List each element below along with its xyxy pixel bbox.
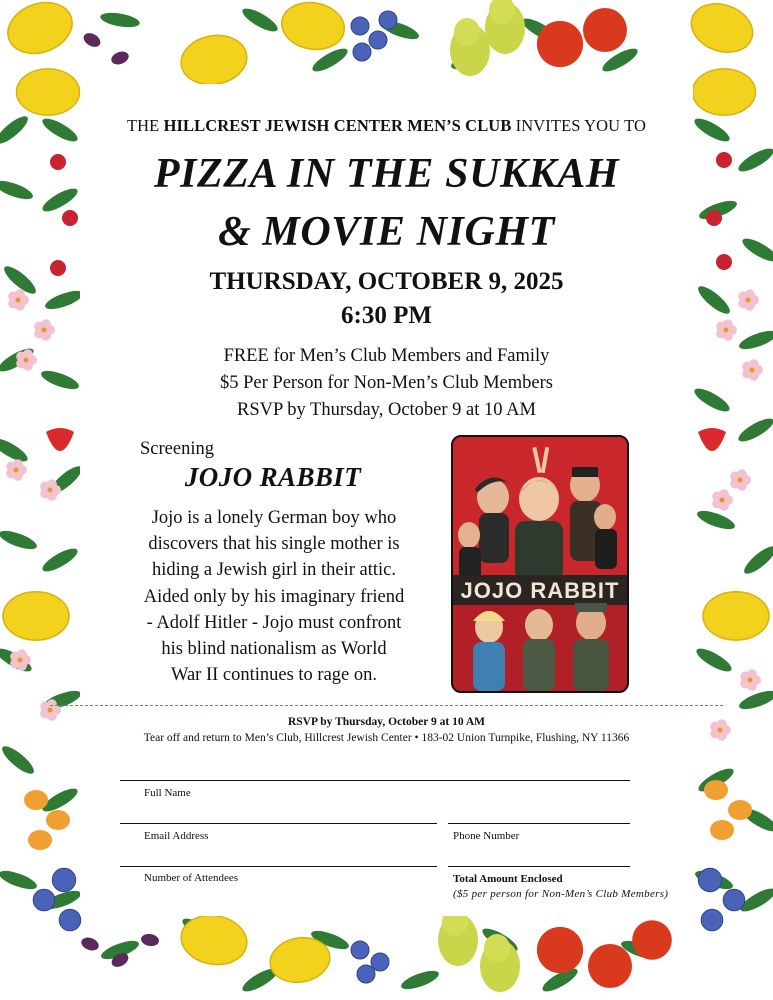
blueberry-icon: [351, 941, 369, 959]
apple-icon: [588, 944, 632, 988]
blossom-icon: [745, 289, 755, 299]
leaf-icon: [99, 10, 141, 30]
email-field[interactable]: [120, 823, 437, 824]
attendees-field[interactable]: [120, 866, 437, 867]
leaf-icon: [43, 287, 85, 313]
blueberry-icon: [698, 868, 721, 891]
info-price: $5 Per Person for Non-Men’s Club Members: [220, 373, 553, 393]
synopsis-line: Jojo is a lonely German boy who: [151, 508, 397, 528]
event-time: 6:30 PM: [341, 302, 432, 329]
synopsis-line: War II continues to rage on.: [170, 665, 378, 686]
blossom-icon: [15, 289, 25, 299]
leaf-icon: [0, 112, 31, 148]
blueberry-icon: [369, 31, 387, 49]
lemon-icon: [703, 592, 769, 640]
leaf-icon: [39, 544, 80, 575]
blueberry-icon: [379, 11, 397, 29]
event-title-line1: PIZZA IN THE SUKKAH: [153, 151, 620, 197]
leaf-icon: [735, 144, 773, 175]
event-date: THURSDAY, OCTOBER 9, 2025: [209, 268, 564, 295]
leaf-icon: [691, 384, 732, 415]
synopsis-line: hiding a Jewish girl in their attic.: [151, 560, 397, 581]
kumquat-icon: [28, 830, 52, 850]
cherry-icon: [50, 260, 66, 276]
synopsis-line: his blind nationalism as World: [161, 639, 387, 660]
screening-label: Screening: [140, 439, 214, 459]
leaf-icon: [0, 177, 35, 203]
blueberry-icon: [357, 965, 375, 983]
cherry-icon: [716, 254, 732, 270]
blossom-icon: [47, 479, 57, 489]
leaf-icon: [399, 967, 441, 993]
email-label: Email Address: [144, 830, 209, 842]
intro-line: [80, 116, 693, 136]
lemon-icon: [17, 69, 80, 115]
lemon-icon: [3, 592, 69, 640]
leaf-icon: [737, 687, 773, 713]
phone-label: Phone Number: [453, 830, 520, 842]
movie-title: JOJO RABBIT: [184, 462, 362, 492]
olive-icon: [81, 30, 103, 49]
blueberry-icon: [33, 889, 55, 911]
poster-artwork: [453, 437, 627, 691]
blossom-icon: [723, 319, 733, 329]
leaf-icon: [0, 742, 37, 778]
rsvp-address: Tear off and return to Men’s Club, Hillcrest Jewish Center • 183-02 Union Turnpike, Flushing, NY 11366: [143, 732, 630, 744]
total-label: Total Amount Enclosed: [453, 873, 563, 885]
intro-rest: INVITES YOU TO: [515, 116, 647, 135]
olive-icon: [79, 935, 100, 952]
leaf-icon: [39, 367, 81, 393]
synopsis-line: Aided only by his imaginary friend: [143, 586, 405, 607]
blueberry-icon: [59, 909, 81, 931]
kumquat-icon: [46, 810, 70, 830]
leaf-icon: [39, 114, 80, 145]
event-title-line2: & MOVIE NIGHT: [218, 209, 555, 255]
lemon-icon: [684, 0, 759, 60]
full-name-field[interactable]: [120, 780, 630, 781]
leaf-icon: [39, 184, 80, 215]
blossom-icon: [737, 469, 747, 479]
leaf-icon: [0, 527, 39, 553]
blossom-icon: [41, 319, 51, 329]
leaf-icon: [695, 507, 737, 533]
tear-off-line: [50, 705, 723, 706]
kumquat-icon: [710, 820, 734, 840]
blossom-icon: [23, 349, 33, 359]
leaf-icon: [239, 4, 280, 35]
kumquat-icon: [704, 780, 728, 800]
synopsis-line: - Adolf Hitler - Jojo must confront: [146, 612, 402, 633]
blueberry-icon: [723, 889, 745, 911]
lemon-icon: [1, 0, 80, 62]
leaf-icon: [0, 867, 39, 893]
total-note: ($5 per person for Non-Men’s Club Members): [453, 888, 669, 900]
movie-poster: [451, 435, 629, 693]
movie-synopsis: [126, 505, 422, 688]
apple-icon: [537, 927, 583, 973]
lemon-icon: [278, 0, 348, 54]
full-name-label: Full Name: [144, 787, 191, 799]
strawberry-icon: [46, 428, 74, 451]
rsvp-heading: RSVP by Thursday, October 9 at 10 AM: [287, 716, 486, 728]
kumquat-icon: [24, 790, 48, 810]
blossom-icon: [747, 669, 757, 679]
invitation-panel: [80, 84, 693, 916]
olive-icon: [140, 933, 160, 948]
leaf-icon: [691, 114, 732, 145]
blueberry-icon: [52, 868, 75, 891]
blueberry-icon: [371, 953, 389, 971]
poster-title: JOJO RABBIT: [460, 578, 620, 603]
lemon-icon: [693, 69, 756, 115]
leaf-icon: [739, 234, 773, 265]
apple-icon: [537, 21, 583, 67]
blueberry-icon: [351, 17, 369, 35]
blossom-icon: [17, 649, 27, 659]
intro-the: THE: [126, 116, 160, 135]
olive-icon: [109, 49, 130, 66]
info-rsvp: RSVP by Thursday, October 9 at 10 AM: [237, 400, 536, 420]
blueberry-icon: [701, 909, 723, 931]
leaf-icon: [693, 644, 734, 675]
apple-icon: [632, 920, 672, 960]
info-free: FREE for Men’s Club Members and Family: [223, 346, 550, 366]
blossom-icon: [719, 489, 729, 499]
blossom-icon: [13, 459, 23, 469]
kumquat-icon: [728, 800, 752, 820]
blossom-icon: [749, 359, 759, 369]
strawberry-icon: [698, 428, 726, 451]
cherry-icon: [62, 210, 78, 226]
cherry-icon: [706, 210, 722, 226]
lemon-icon: [177, 30, 250, 89]
leaf-icon: [737, 327, 773, 353]
leaf-icon: [695, 282, 734, 318]
apple-icon: [583, 8, 627, 52]
leaf-icon: [741, 542, 773, 578]
blossom-icon: [717, 719, 727, 729]
blueberry-icon: [353, 43, 371, 61]
leaf-icon: [735, 414, 773, 445]
cherry-icon: [716, 152, 732, 168]
attendees-label: Number of Attendees: [144, 872, 239, 884]
synopsis-line: discovers that his single mother is: [148, 534, 400, 555]
cherry-icon: [50, 154, 66, 170]
intro-organization: HILLCREST JEWISH CENTER MEN’S CLUB: [163, 116, 512, 135]
total-field[interactable]: [448, 866, 630, 867]
phone-field[interactable]: [448, 823, 630, 824]
